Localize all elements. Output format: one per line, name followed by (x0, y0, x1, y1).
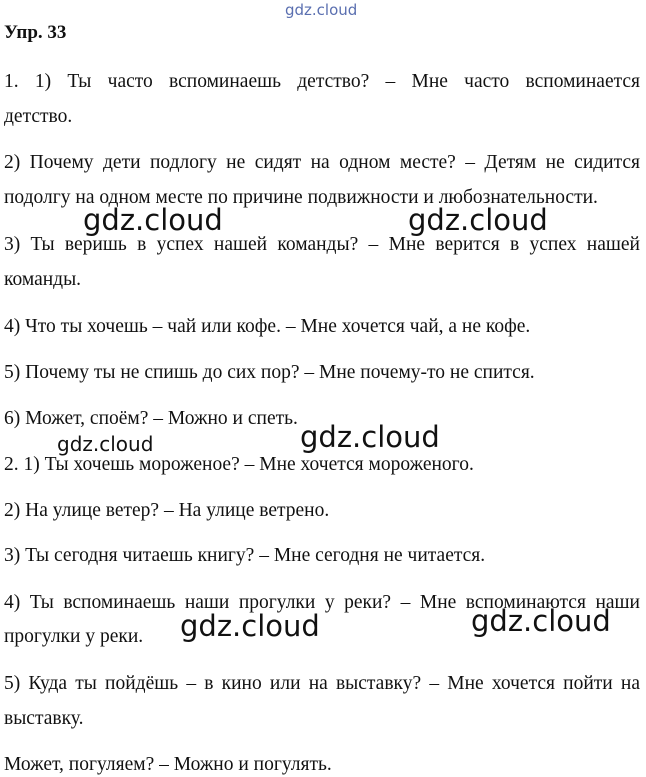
text-line: детство. (4, 106, 73, 127)
text-line: 4) Что ты хочешь – чай или кофе. – Мне хочется чай, а не кофе. (4, 316, 531, 337)
text-line: 6) Может, споём? – Можно и спеть. (4, 408, 298, 429)
text-line: 5) Куда ты пойдёшь – в кино или на выставку? – Мне хочется пойти на (4, 673, 640, 694)
watermark: gdz.cloud (57, 432, 154, 456)
watermark: gdz.cloud (471, 604, 611, 638)
text-line: 3) Ты веришь в успех нашей команды? – Мне верится в успех нашей (4, 234, 640, 255)
watermark: gdz.cloud (300, 420, 440, 454)
exercise-title: Упр. 33 (4, 22, 67, 43)
text-line: выставку. (4, 708, 84, 729)
text-line: 2. 1) Ты хочешь мороженое? – Мне хочется мороженого. (4, 454, 474, 475)
text-line: прогулки у реки. (4, 626, 144, 647)
watermark-top: gdz.cloud (285, 1, 358, 19)
watermark: gdz.cloud (180, 609, 320, 643)
text-line: 2) На улице ветер? – На улице ветрено. (4, 500, 330, 521)
text-line: команды. (4, 269, 82, 290)
watermark: gdz.cloud (408, 203, 548, 237)
text-line: Может, погуляем? – Можно и погулять. (4, 754, 332, 775)
text-line: 2) Почему дети подлогу не сидят на одном месте? – Детям не сидится (4, 152, 640, 173)
text-line: 5) Почему ты не спишь до сих пор? – Мне почему-то не спится. (4, 362, 535, 383)
text-line: подолгу на одном месте по причине подвижности и любознательности. (4, 187, 598, 208)
text-line: 4) Ты вспоминаешь наши прогулки у реки? – Мне вспоминаются наши (4, 592, 640, 613)
text-line: 1. 1) Ты часто вспоминаешь детство? – Мне часто вспоминается (4, 71, 640, 92)
text-line: 3) Ты сегодня читаешь книгу? – Мне сегодня не читается. (4, 545, 486, 566)
watermark: gdz.cloud (83, 203, 223, 237)
